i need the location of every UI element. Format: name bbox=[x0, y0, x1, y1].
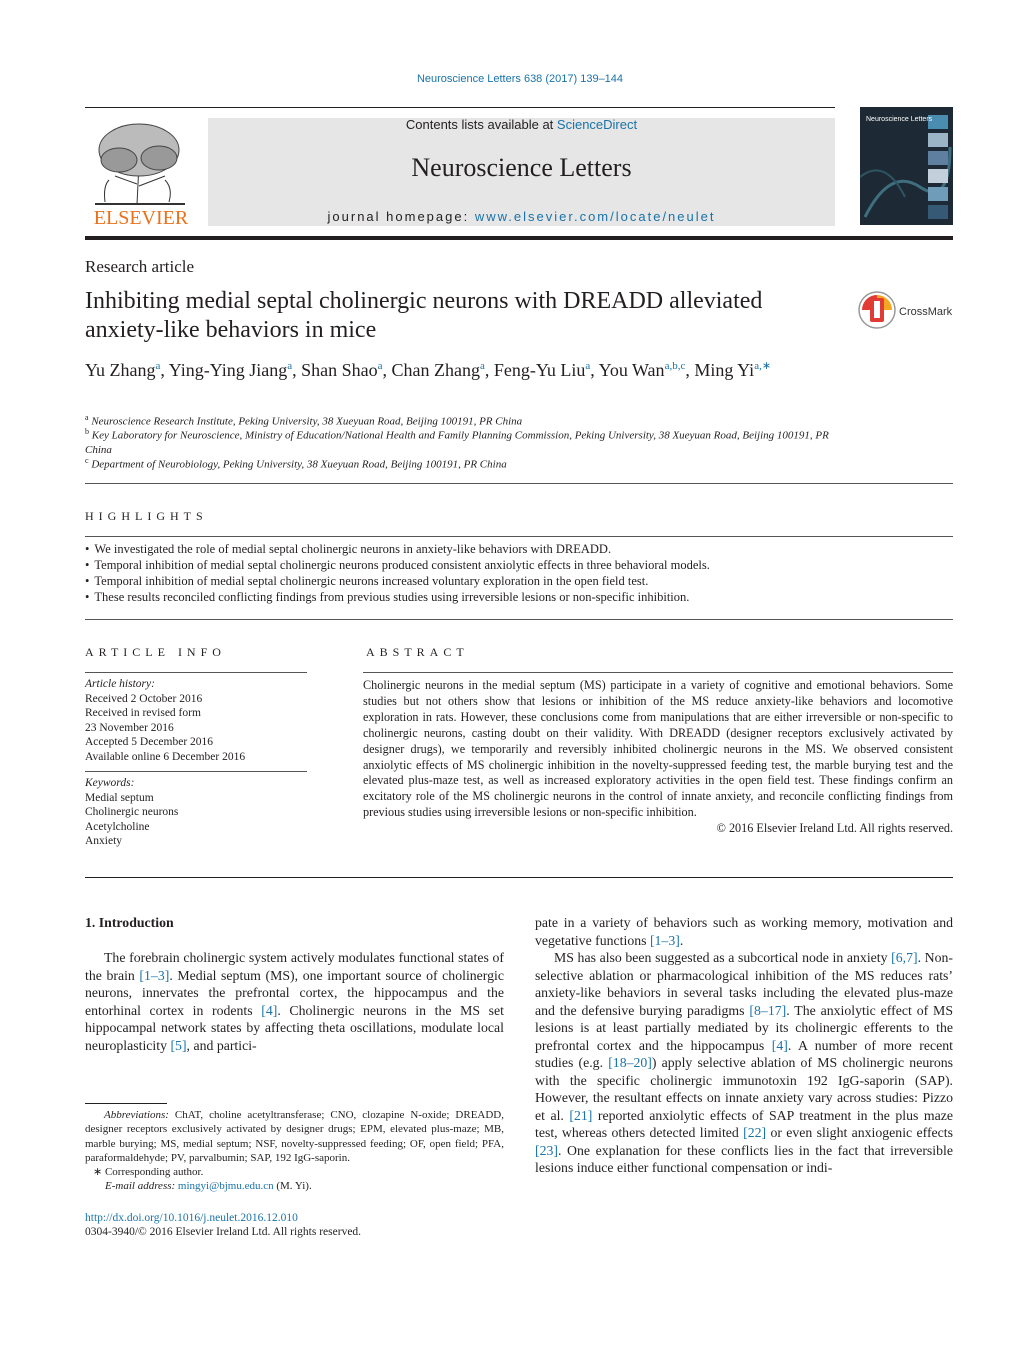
contents-prefix: Contents lists available at bbox=[405, 117, 557, 132]
history-line: Accepted 5 December 2016 bbox=[85, 736, 214, 748]
paragraph-text: . Non-selective ablation or pharmacological inhibition of the MS reduces rats’ anxiety-like behaviors in several tasks including the elevated plus-maze and the defensive burying paradigms bbox=[535, 950, 953, 1018]
abstract-body bbox=[363, 678, 953, 837]
journal-citation-link[interactable]: Neuroscience Letters 638 (2017) 139–144 bbox=[416, 73, 624, 85]
email-suffix: (M. Yi). bbox=[273, 1180, 312, 1193]
history-line: Received in revised form bbox=[85, 707, 201, 719]
author-affiliation-marker[interactable]: a bbox=[585, 360, 591, 372]
elsevier-tree-icon bbox=[85, 114, 197, 230]
intro-paragraph bbox=[535, 949, 953, 1177]
author-affiliation-marker[interactable]: a bbox=[377, 360, 383, 372]
keyword: Anxiety bbox=[85, 835, 123, 847]
email-note bbox=[85, 1179, 504, 1193]
body-column-left bbox=[85, 949, 504, 1054]
citation-link[interactable]: [1–3] bbox=[139, 967, 170, 983]
citation-link[interactable]: [8–17] bbox=[749, 1002, 787, 1018]
affiliation-b: $^b$ Key Laboratory for Neuroscience, Ministry of Education/National Health and Family Planning Commission, Peking University, 38 Xueyuan Road, Beijing 100191, PR China bbox=[85, 427, 829, 457]
keyword: Acetylcholine bbox=[85, 820, 150, 833]
author-affiliation-marker[interactable]: a bbox=[287, 360, 293, 372]
paragraph-text: . The anxiolytic effect of MS lesions is at least partially mediated by its cholinergic efferents to the prefrontal cortex and the hippocampus bbox=[535, 1002, 953, 1053]
abstract-heading: ABSTRACT bbox=[366, 645, 469, 659]
highlight-item: • Temporal inhibition of medial septal cholinergic neurons produced consistent anxiolytic effects in three behavioral models. bbox=[85, 557, 953, 573]
rule-above-highlights bbox=[85, 483, 953, 484]
paragraph-text: . Cholinergic neurons in the MS set hippocampal network states by affecting theta oscillations, modulate local neuroplasticity bbox=[85, 1002, 504, 1053]
abbreviations-text: ChAT, choline acetyltransferase; CNO, clozapine N-oxide; DREADD, designer receptors exclusively activated by designer drugs; EPM, elevated plus-maze; MB, marble burying; MS, medial septum; NSF, novelty-suppressed feeding; OF, open field; PFA, paraformaldehyde; PV, parvalbumin; SAP, 192 IgG-saporin. bbox=[85, 1109, 504, 1164]
author-affiliation-marker[interactable]: a bbox=[155, 360, 161, 372]
author-name[interactable]: Shan Shao bbox=[301, 360, 378, 380]
keyword: Medial septum bbox=[85, 791, 154, 804]
paragraph-text: pate in a variety of behaviors such as working memory, motivation and vegetative functions bbox=[535, 915, 953, 948]
body-top-rule bbox=[85, 877, 953, 878]
author-separator: , bbox=[484, 360, 494, 380]
paragraph-text: ) apply selective ablation of MS cholinergic neurons with the specific cholinergic immunotoxin 192 IgG-saporin (SAP). However, the resultant effects on innate anxiety vary across studies: Pizzo et al. bbox=[535, 1055, 953, 1123]
paragraph-text: . A number of more recent studies (e.g. bbox=[535, 1037, 953, 1070]
article-info-block bbox=[85, 677, 307, 849]
highlight-item: • These results reconciled conflicting findings from previous studies using irreversible lesions or non-specific inhibition. bbox=[85, 589, 953, 605]
highlight-item: • We investigated the role of medial septal cholinergic neurons in anxiety-like behaviors with DREADD. bbox=[85, 541, 953, 557]
history-line: 23 November 2016 bbox=[85, 721, 174, 734]
author-affiliation-marker[interactable]: a,b,c bbox=[664, 360, 686, 372]
author-separator: , bbox=[382, 360, 392, 380]
email-label: E-mail address: bbox=[105, 1180, 176, 1193]
history-line: Available online 6 December 2016 bbox=[85, 750, 246, 763]
author-list bbox=[85, 355, 845, 382]
keywords-label: Keywords: bbox=[85, 777, 135, 789]
paragraph-text: MS has also been suggested as a subcortical node in anxiety bbox=[554, 950, 892, 965]
highlight-item: • Temporal inhibition of medial septal cholinergic neurons increased voluntary exploration in the open field test. bbox=[85, 573, 953, 589]
journal-homepage-line bbox=[208, 209, 835, 224]
citation-link[interactable]: [18–20] bbox=[608, 1055, 652, 1070]
footnote-rule bbox=[85, 1103, 167, 1104]
author-separator: , bbox=[292, 360, 302, 380]
affiliation-c: $^c$ Department of Neurobiology, Peking University, 38 Xueyuan Road, Beijing 100191, PR China bbox=[85, 456, 507, 471]
cover-image-icon bbox=[860, 107, 953, 225]
citation-link[interactable]: [22] bbox=[743, 1125, 767, 1140]
article-info-heading: ARTICLE INFO bbox=[85, 645, 226, 659]
body-column-right bbox=[535, 914, 953, 1177]
intro-paragraph bbox=[85, 949, 504, 1054]
journal-title: Neuroscience Letters bbox=[411, 153, 632, 182]
intro-paragraph bbox=[535, 914, 953, 949]
author-name[interactable]: Chan Zhang bbox=[391, 360, 481, 380]
paragraph-text: or even slight anxiogenic effects bbox=[766, 1125, 953, 1140]
homepage-prefix: journal homepage: bbox=[327, 209, 475, 224]
affiliation-a: $^a$ Neuroscience Research Institute, Peking University, 38 Xueyuan Road, Beijing 100191, PR China bbox=[85, 413, 523, 428]
author-affiliation-marker[interactable]: a,∗ bbox=[754, 360, 772, 372]
highlights-heading: HIGHLIGHTS bbox=[85, 509, 208, 523]
author-separator: , bbox=[160, 360, 169, 380]
paragraph-text: . Medial septum (MS), one important source of cholinergic neurons, innervates the prefrontal cortex, the hippocampus and the entorhinal cortex in rodents bbox=[85, 967, 504, 1018]
paragraph-text: reported anxiolytic effects of SAP treatment in the plus maze test, whereas others detected limited bbox=[535, 1107, 953, 1140]
abbreviations-label: Abbreviations: bbox=[104, 1109, 169, 1121]
citation-link[interactable]: [4] bbox=[771, 1037, 788, 1053]
highlights-list bbox=[85, 541, 953, 605]
abstract-copyright: © 2016 Elsevier Ireland Ltd. All rights reserved. bbox=[716, 821, 953, 836]
author-name[interactable]: Ming Yi bbox=[694, 360, 755, 380]
sciencedirect-link[interactable]: ScienceDirect bbox=[556, 117, 638, 132]
abstract-paragraph: Cholinergic neurons in the medial septum (MS) participate in a variety of cognitive and emotional behaviors. Some studies but not others show that lesions or inhibition of the MS reduce anxiety-like behaviors and locomotive exploration in rats. However, these conclusions come from manipulations that are either irreversible or non-specific to cholinergic neurons, casting doubt on their validity. With DREADD (designer receptors exclusively activated by designer drugs), we temporarily and reversibly inhibited cholinergic neurons in the MS. We observed consistent anxiolytic effects of MS cholinergic inhibition in the novelty-suppressed feeding test, the marble burying test and the elevated plus-maze test, as well as increased exploratory activities in the open field test. These findings confirm an excitatory role of the MS cholinergic neurons in the control of innate anxiety, and reconcile conflicting findings from previous studies using irreversible lesions or non-specific inhibition. bbox=[363, 678, 953, 820]
abbreviations-footnote bbox=[85, 1108, 504, 1165]
paragraph-text: The forebrain cholinergic system actively modulates functional states of the brain bbox=[85, 950, 504, 983]
keyword: Cholinergic neurons bbox=[85, 806, 179, 818]
issn-copyright: 0304-3940/© 2016 Elsevier Ireland Ltd. All rights reserved. bbox=[85, 1226, 362, 1238]
article-info-rule bbox=[85, 672, 307, 673]
author-name[interactable]: Feng-Yu Liu bbox=[493, 360, 586, 380]
author-separator: , bbox=[685, 360, 695, 380]
author-affiliation-marker[interactable]: a bbox=[480, 360, 485, 372]
highlights-bottom-rule bbox=[85, 619, 953, 620]
paragraph-text: . One explanation for these conflicts lies in the fact that irreversible lesions induce either functional compensation or indi- bbox=[535, 1142, 953, 1175]
header-thick-rule bbox=[85, 236, 953, 240]
author-name[interactable]: Yu Zhang bbox=[85, 360, 156, 380]
introduction-heading: 1. Introduction bbox=[85, 915, 174, 930]
author-separator: , bbox=[590, 360, 599, 380]
highlights-top-rule bbox=[85, 536, 953, 537]
email-link[interactable]: mingyi@bjmu.edu.cn bbox=[177, 1180, 274, 1193]
svg-text:ELSEVIER: ELSEVIER bbox=[93, 207, 189, 229]
header-rule bbox=[85, 107, 835, 108]
corresponding-author-note: ∗ Corresponding author. bbox=[93, 1166, 204, 1179]
svg-text:CrossMark: CrossMark bbox=[899, 306, 953, 318]
article-title: Inhibiting medial septal cholinergic neurons with DREADD alleviated anxiety-like behaviors in mice bbox=[85, 288, 763, 343]
paragraph-text: , and partici- bbox=[186, 1037, 257, 1053]
citation-link[interactable]: [6,7] bbox=[891, 950, 918, 965]
contents-line bbox=[208, 117, 835, 132]
abstract-rule bbox=[363, 672, 953, 673]
doi-link[interactable]: http://dx.doi.org/10.1016/j.neulet.2016.12.010 bbox=[85, 1212, 298, 1224]
history-line: Received 2 October 2016 bbox=[85, 692, 203, 705]
paragraph-text: . bbox=[679, 932, 684, 948]
author-name[interactable]: Ying-Ying Jiang bbox=[168, 360, 288, 380]
citation-link[interactable]: [21] bbox=[569, 1107, 593, 1123]
homepage-link[interactable]: www.elsevier.com/locate/neulet bbox=[474, 209, 716, 224]
citation-link[interactable]: [1–3] bbox=[649, 932, 680, 948]
keywords-rule bbox=[85, 771, 307, 772]
article-type: Research article bbox=[85, 257, 195, 276]
svg-text:Neuroscience Letters: Neuroscience Letters bbox=[866, 116, 933, 123]
crossmark-icon bbox=[858, 289, 958, 331]
citation-link[interactable]: [4] bbox=[261, 1002, 278, 1018]
journal-cover-thumbnail[interactable] bbox=[860, 107, 953, 225]
history-label: Article history: bbox=[85, 678, 155, 690]
footnotes bbox=[85, 1108, 504, 1194]
crossmark-badge[interactable] bbox=[858, 289, 958, 331]
author-name[interactable]: You Wan bbox=[598, 360, 665, 380]
citation-link[interactable]: [5] bbox=[170, 1037, 187, 1053]
elsevier-logo bbox=[85, 114, 197, 230]
citation-link[interactable]: [23] bbox=[535, 1142, 558, 1158]
